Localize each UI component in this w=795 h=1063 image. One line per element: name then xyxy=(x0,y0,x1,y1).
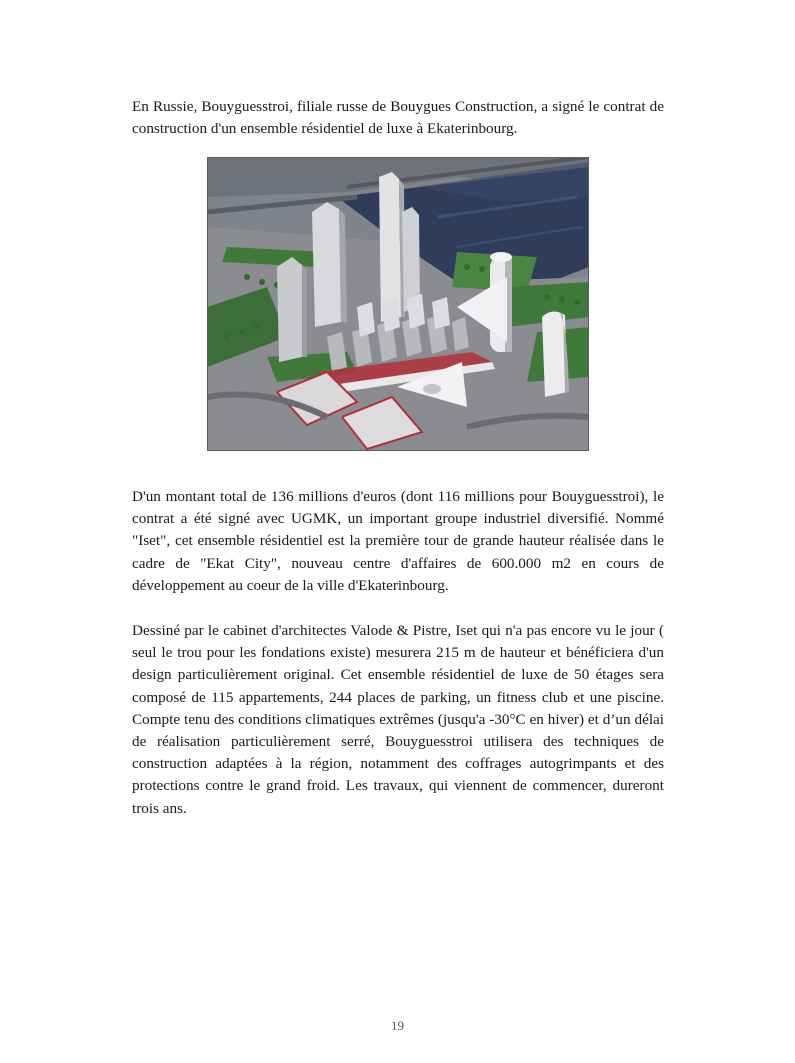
page-number: 19 xyxy=(391,1018,404,1033)
architectural-model-photo xyxy=(207,157,589,451)
contract-paragraph: D'un montant total de 136 millions d'euros (dont 116 millions pour Bouyguesstroi), le contrat a été signé avec UGMK, un important groupe industriel diversifié. Nommé "Iset", cet ensemble résidentiel est la première tour de grande hauteur réalisée dans le cadre de "Ekat City", nouveau centre d'affaires de 600.000 m2 en cours de développement au coeur de la ville d'Ekaterinbourg. xyxy=(132,488,664,594)
intro-paragraph: En Russie, Bouyguesstroi, filiale russe de Bouygues Construction, a signé le contrat de construction d'un ensemble résidentiel de luxe à Ekaterinbourg. xyxy=(132,98,664,138)
design-paragraph: Dessiné par le cabinet d'architectes Valode & Pistre, Iset qui n'a pas encore vu le jour ( seul le trou pour les fondations existe) mesurera 215 m de hauteur et bénéficiera d'un design particulièrement original. Cet ensemble résidentiel de luxe de 50 étages sera composé de 115 appartements, 244 places de parking, un fitness club et une piscine. Compte tenu des conditions climatiques extrêmes (jusqu'a -30°C en hiver) et d’un délai de réalisation particulièrement serré, Bouyguesstroi utilisera des techniques de construction adaptées à la région, notamment des coffrages autogrimpants et des protections contre le grand froid. Les travaux, qui viennent de commencer, dureront trois ans. xyxy=(132,622,664,817)
